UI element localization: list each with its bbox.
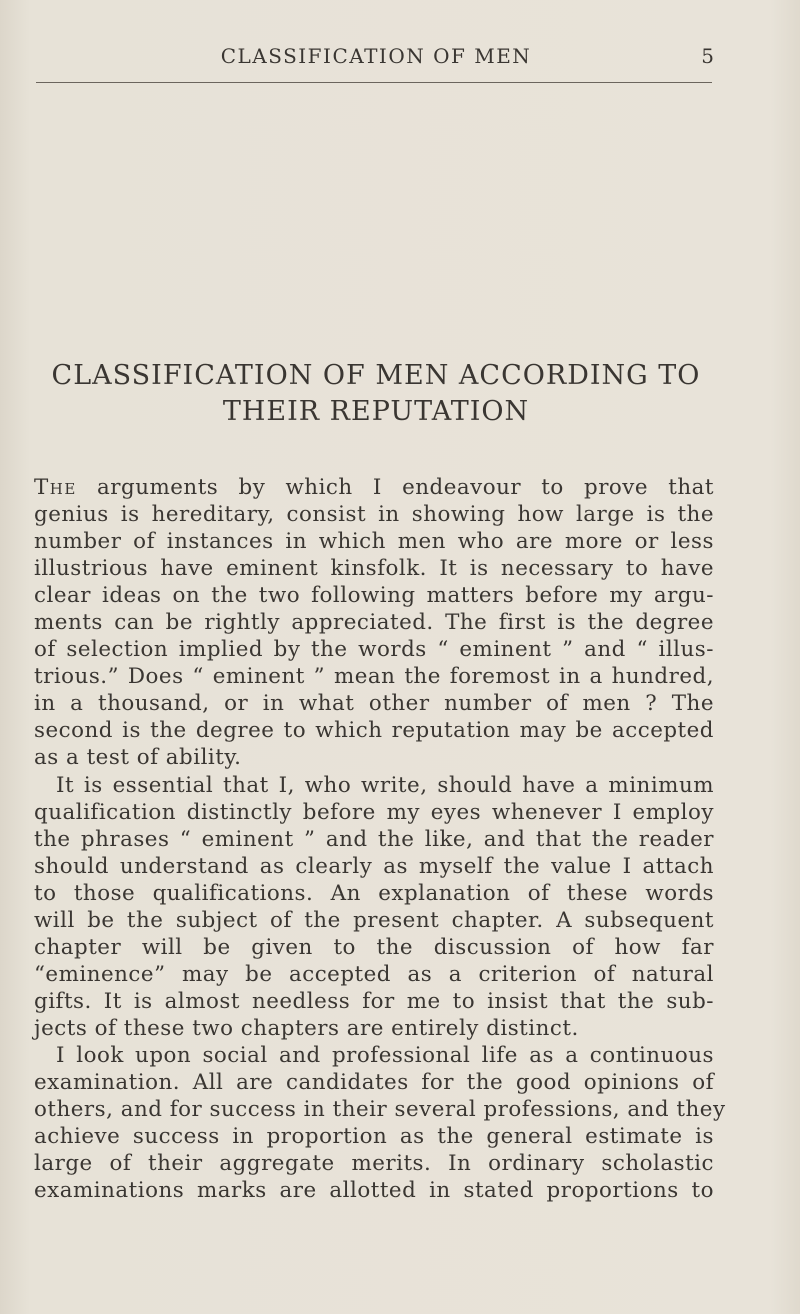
text-line: as a test of ability.	[34, 745, 242, 771]
text-line: qualification distinctly before my eyes whenever I employ	[34, 799, 714, 825]
text-line: trious.” Does “ eminent ” mean the foremost in a hundred,	[34, 664, 714, 690]
text-line: to those qualifications. An explanation of these words	[34, 880, 714, 906]
text-line: of selection implied by the words “ eminent ” and “ illus-	[34, 637, 714, 663]
text-line: The arguments by which I endeavour to prove that	[34, 475, 714, 500]
text-line: chapter will be given to the discussion of how far	[34, 934, 714, 960]
chapter-title-line: THEIR REPUTATION	[222, 396, 530, 427]
text-line: in a thousand, or in what other number of men ? The	[34, 691, 714, 717]
text-line: examinations marks are allotted in stated proportions to	[34, 1178, 714, 1204]
drop-word: The	[34, 475, 77, 500]
text-line: gifts. It is almost needless for me to insist that the sub-	[34, 988, 714, 1014]
text-line: others, and for success in their several professions, and they	[34, 1097, 726, 1123]
body-text	[34, 474, 726, 1204]
text-line: jects of these two chapters are entirely distinct.	[34, 1015, 579, 1041]
chapter-title-line: CLASSIFICATION OF MEN ACCORDING TO	[51, 360, 701, 391]
text-line: I look upon social and professional life as a continuous	[56, 1042, 714, 1068]
text-line: second is the degree to which reputation may be accepted	[34, 718, 714, 744]
text-line: “eminence” may be accepted as a criterion of natural	[34, 961, 714, 987]
text-line: illustrious have eminent kinsfolk. It is necessary to have	[34, 556, 714, 582]
text-line: clear ideas on the two following matters before my argu-	[34, 583, 714, 609]
text-line: large of their aggregate merits. In ordinary scholastic	[34, 1151, 714, 1177]
running-title: CLASSIFICATION OF MEN	[220, 44, 532, 68]
text-line: It is essential that I, who write, should have a minimum	[56, 772, 714, 798]
text-line: should understand as clearly as myself the value I attach	[34, 853, 714, 879]
text-line: achieve success in proportion as the general estimate is	[34, 1124, 714, 1150]
header-rule	[36, 82, 712, 83]
text-line: the phrases “ eminent ” and the like, and that the reader	[34, 826, 714, 852]
text-line: examination. All are candidates for the good opinions of	[34, 1070, 714, 1096]
text-line: will be the subject of the present chapter. A subsequent	[34, 907, 714, 933]
text-line: ments can be rightly appreciated. The first is the degree	[34, 610, 714, 636]
running-head	[0, 44, 800, 74]
text-line: number of instances in which men who are more or less	[34, 529, 714, 555]
chapter-title	[0, 358, 752, 430]
text-line: genius is hereditary, consist in showing how large is the	[34, 502, 714, 528]
page-number: 5	[701, 44, 714, 68]
